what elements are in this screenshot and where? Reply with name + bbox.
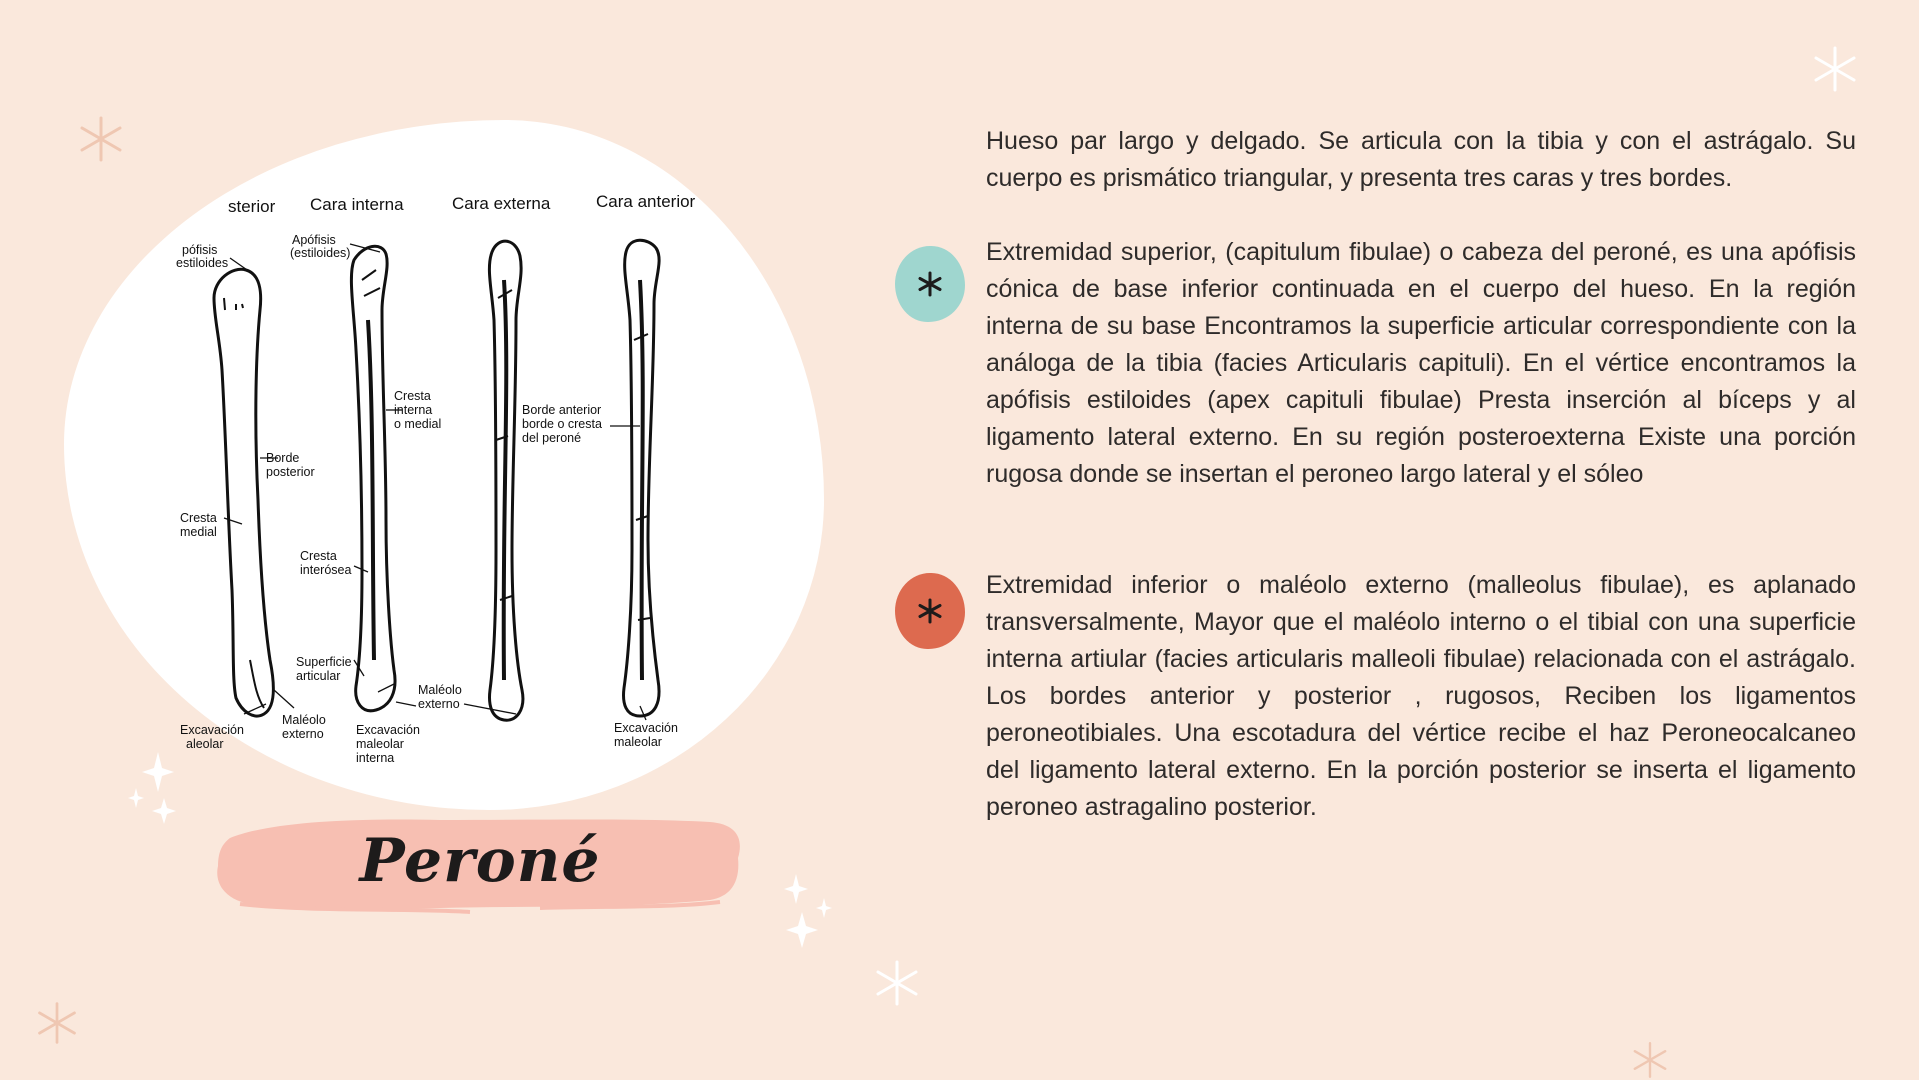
heading-cara-interna: Cara interna <box>310 195 404 214</box>
label-excavacion-3: Excavación maleolar <box>614 721 678 749</box>
slide-title: Peroné <box>359 826 601 896</box>
fibula-bone-posterior <box>214 269 273 716</box>
label-excavacion-2: Excavación maleolar interna <box>356 723 420 765</box>
label-apofisis-estiloides-2: Apófisis (estiloides) <box>290 233 351 260</box>
label-superficie-articular: Superficie articular <box>296 655 352 683</box>
paragraph-extremidad-superior: Extremidad superior, (capitulum fibulae) o cabeza del peroné, es una apófisis cónica de base inferior continuada en el cuerpo del hueso. En la región interna de su base Encontramos la superficie articular correspondiente con la análoga de la tibia (facies Articularis capituli). En el vértice encontramos la apófisis estiloides (apex capituli fibulae) Presta inserción al bíceps y al ligamento lateral externo. En su región posteroexterna Existe una porción rugosa donde se insertan el peroneo largo lateral y el sóleo <box>986 238 1856 488</box>
heading-cara-posterior: sterior <box>228 197 276 216</box>
asterisk-icon <box>917 271 943 297</box>
bullet-coral <box>895 573 965 649</box>
heading-cara-anterior: Cara anterior <box>596 192 696 211</box>
paragraph-extremidad-inferior: Extremidad inferior o maléolo externo (malleolus fibulae), es aplanado transversalmente, Mayor que el maléolo interno o el tibial con una superficie interna artiular (facies articularis malleoli fibulae) relacionada con el astrágalo. Los bordes anterior y posterior , rugosos, Reciben los ligamentos peroneotibiales. Una escotadura del vértice recibe el haz Peroneocalcaneo del ligamento lateral externo. En la porción posterior se inserta el ligamento peroneo astragalino posterior. <box>986 571 1856 821</box>
label-excavacion-1: Excavación aleolar <box>180 723 244 751</box>
star-icon <box>34 1000 80 1046</box>
label-apofisis-estiloides-1: pófisis estiloides <box>176 243 229 270</box>
asterisk-icon <box>917 598 943 624</box>
star-icon <box>1810 44 1860 94</box>
star-icon <box>1628 1040 1672 1080</box>
label-maleolo-externo-1: Maléolo externo <box>282 713 326 741</box>
paragraph-intro: Hueso par largo y delgado. Se articula con la tibia y con el astrágalo. Su cuerpo es prismático triangular, y presenta tres caras y tres bordes. <box>986 127 1856 192</box>
label-maleolo-externo-2: Maléolo externo <box>418 683 462 711</box>
label-cresta-interosea: Cresta interósea <box>300 549 352 577</box>
label-borde-posterior: Borde posterior <box>266 451 315 479</box>
fibula-illustration <box>64 120 824 810</box>
heading-cara-externa: Cara externa <box>452 194 551 213</box>
bullet-teal <box>895 246 965 322</box>
label-borde-anterior: Borde anterior borde o cresta del peroné <box>522 403 602 445</box>
label-cresta-interna: Cresta interna o medial <box>394 389 442 431</box>
label-cresta-medial: Cresta medial <box>180 511 217 539</box>
sparkle-icon <box>780 870 840 950</box>
star-icon <box>872 958 922 1008</box>
